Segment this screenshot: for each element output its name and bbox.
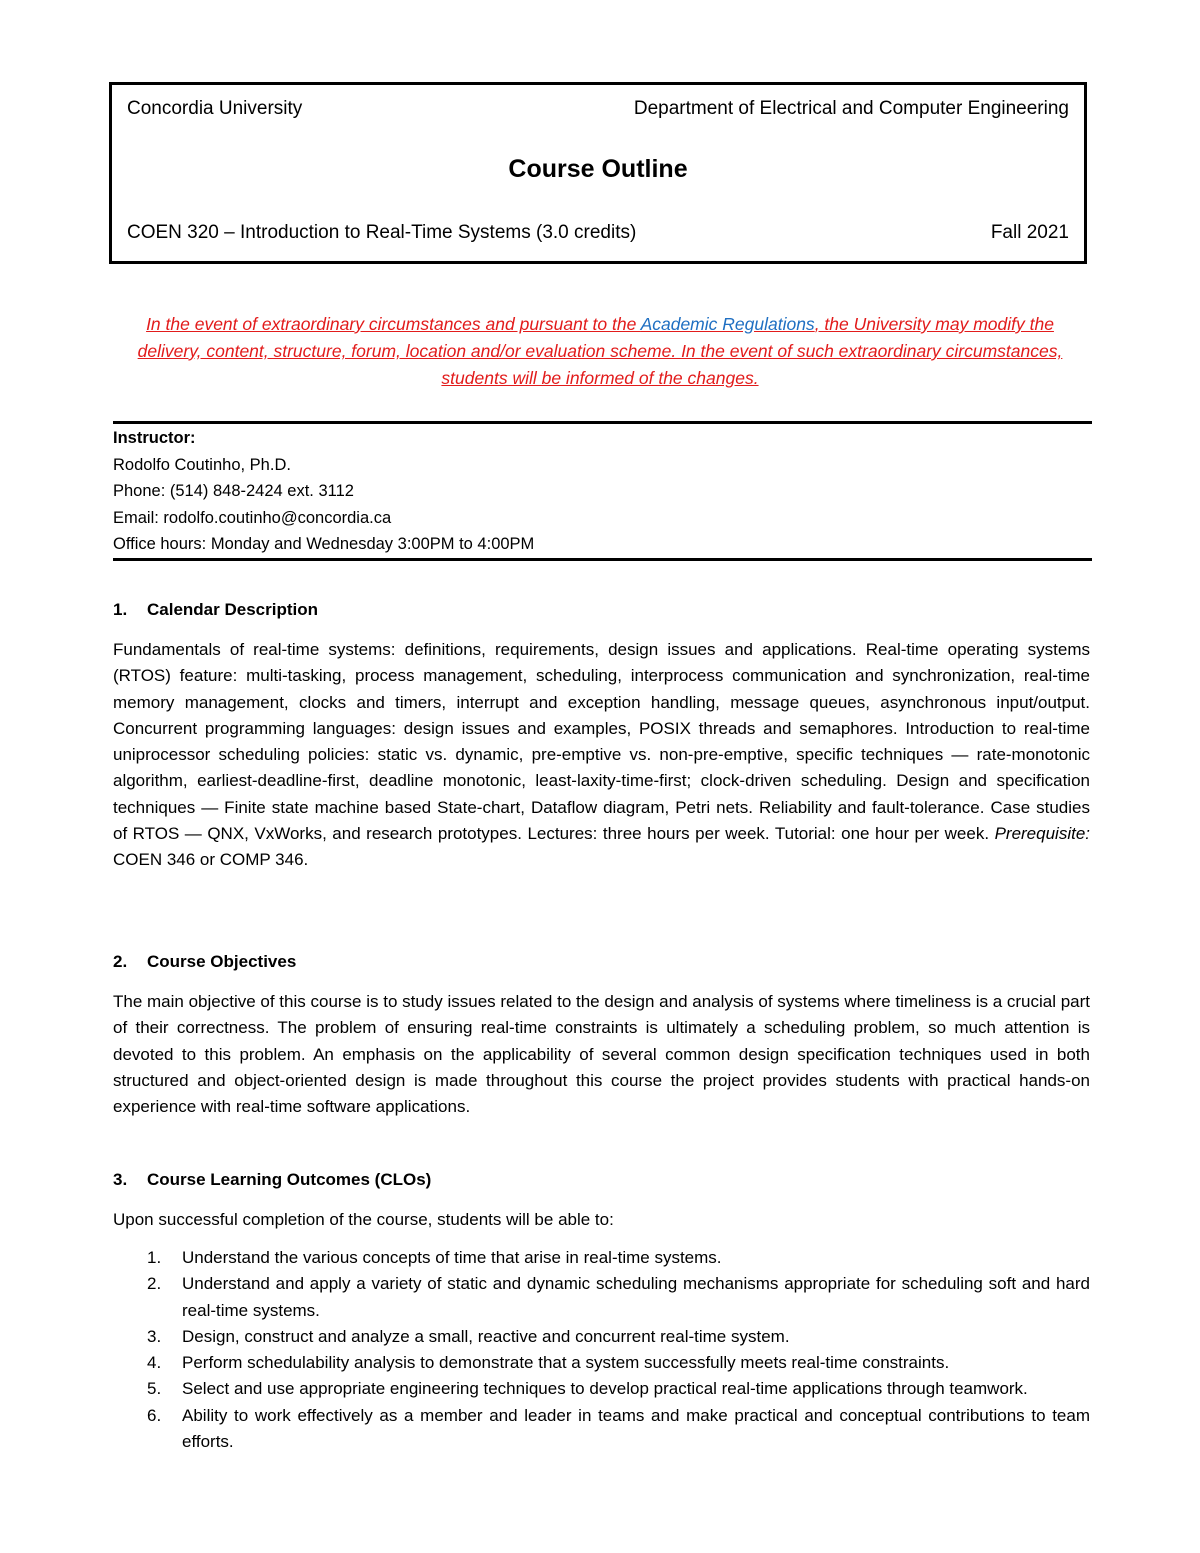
- instructor-phone: Phone: (514) 848-2424 ext. 3112: [113, 482, 354, 500]
- instructor-info: [113, 425, 1092, 558]
- academic-regulations-link[interactable]: Academic Regulations: [640, 314, 815, 334]
- list-item-number: 5.: [147, 1379, 162, 1399]
- list-item-number: 4.: [147, 1353, 162, 1373]
- extraordinary-circumstances-notice: [115, 311, 1085, 392]
- list-item: [113, 1324, 1090, 1350]
- learning-outcomes-intro: Upon successful completion of the course, students will be able to:: [113, 1210, 614, 1229]
- prerequisite-value: COEN 346 or COMP 346.: [113, 850, 309, 870]
- section-heading-course-objectives: [113, 952, 296, 972]
- header-box: [109, 82, 1087, 264]
- instructor-name: Rodolfo Coutinho, Ph.D.: [113, 455, 291, 474]
- university-name: Concordia University: [127, 98, 303, 119]
- list-item: [113, 1245, 1090, 1271]
- page-title: Course Outline: [508, 155, 688, 183]
- section-title: Calendar Description: [147, 600, 318, 619]
- course-objectives-text: The main objective of this course is to study issues related to the design and analysis of systems where timeliness is a crucial part of their correctness. The problem of ensuring real-time constraints is ultimately a scheduling problem, so much attention is devoted to this problem. An emphasis on the applicability of several common design specification techniques used in both structured and object-oriented design is made throughout this course the project provides students with practical hands-on experience with real-time software applications.: [113, 992, 1091, 1117]
- section-title: Course Objectives: [147, 952, 297, 971]
- list-item-text: Select and use appropriate engineering techniques to develop practical real-time applications through teamwork.: [182, 1379, 1028, 1399]
- list-item: [113, 1350, 1090, 1376]
- list-item-number: 2.: [147, 1274, 162, 1294]
- list-item-text: Understand the various concepts of time that arise in real-time systems.: [182, 1248, 722, 1267]
- section-number: 2.: [113, 952, 128, 971]
- calendar-description-text: [113, 637, 1090, 874]
- instructor-bottom-divider: [113, 558, 1092, 561]
- list-item-text: Understand and apply a variety of static and dynamic scheduling mechanisms appropriate for scheduling soft and hard real-time systems.: [182, 1274, 1090, 1320]
- list-item-text: Design, construct and analyze a small, reactive and concurrent real-time system.: [182, 1326, 790, 1346]
- list-item-number: 3.: [147, 1326, 162, 1346]
- instructor-office-hours: Office hours: Monday and Wednesday 3:00PM to 4:00PM: [113, 535, 535, 553]
- notice-text-before: In the event of extraordinary circumstances and pursuant to the: [146, 314, 641, 334]
- course-term: Fall 2021: [990, 222, 1069, 243]
- list-item: [113, 1403, 1090, 1456]
- prerequisite-label: Prerequisite:: [994, 824, 1090, 844]
- learning-outcomes-list: [113, 1245, 1090, 1455]
- section-heading-calendar-description: [113, 600, 318, 620]
- list-item: [113, 1376, 1090, 1402]
- instructor-top-divider: [113, 421, 1092, 424]
- list-item-text: Perform schedulability analysis to demonstrate that a system successfully meets real-time constraints.: [182, 1353, 950, 1373]
- section-number: 1.: [113, 600, 128, 619]
- department-name: Department of Electrical and Computer Engineering: [633, 98, 1069, 119]
- section-number: 3.: [113, 1170, 128, 1189]
- notice-text-after: , the University may modify the delivery, content, structure, forum, location and/or evaluation scheme. In the event of such extraordinary circumstances, students will be informed of the changes.: [137, 314, 1063, 388]
- section-title: Course Learning Outcomes (CLOs): [147, 1170, 432, 1189]
- instructor-email: Email: rodolfo.coutinho@concordia.ca: [113, 508, 392, 527]
- section-heading-learning-outcomes: [113, 1170, 431, 1190]
- list-item: [113, 1271, 1090, 1324]
- list-item-number: 6.: [147, 1405, 162, 1425]
- calendar-description-body: Fundamentals of real-time systems: definitions, requirements, design issues and applications. Real-time operating systems (RTOS) feature: multi-tasking, process management, scheduling, interprocess communication and synchronization, real-time memory management, clocks and timers, interrupt and exception handling, message queues, asynchronous input/output. Concurrent programming languages: design issues and examples, POSIX threads and semaphores. Introduction to real-time uniprocessor scheduling policies: static vs. dynamic, pre-emptive vs. non-pre-emptive, specific techniques — rate-monotonic algorithm, earliest-deadline-first, deadline monotonic, least-laxity-time-first; clock-driven scheduling. Design and specification techniques — Finite state machine based State-chart, Dataflow diagram, Petri nets. Reliability and fault-tolerance. Case studies of RTOS — QNX, VxWorks, and research prototypes. Lectures: three hours per week. Tutorial: one hour per week.: [113, 640, 1090, 844]
- list-item-text: Ability to work effectively as a member and leader in teams and make practical and conceptual contributions to team efforts.: [182, 1405, 1090, 1452]
- instructor-label: Instructor:: [113, 429, 196, 447]
- list-item-number: 1.: [147, 1248, 162, 1267]
- course-name: COEN 320 – Introduction to Real-Time Systems (3.0 credits): [127, 222, 637, 243]
